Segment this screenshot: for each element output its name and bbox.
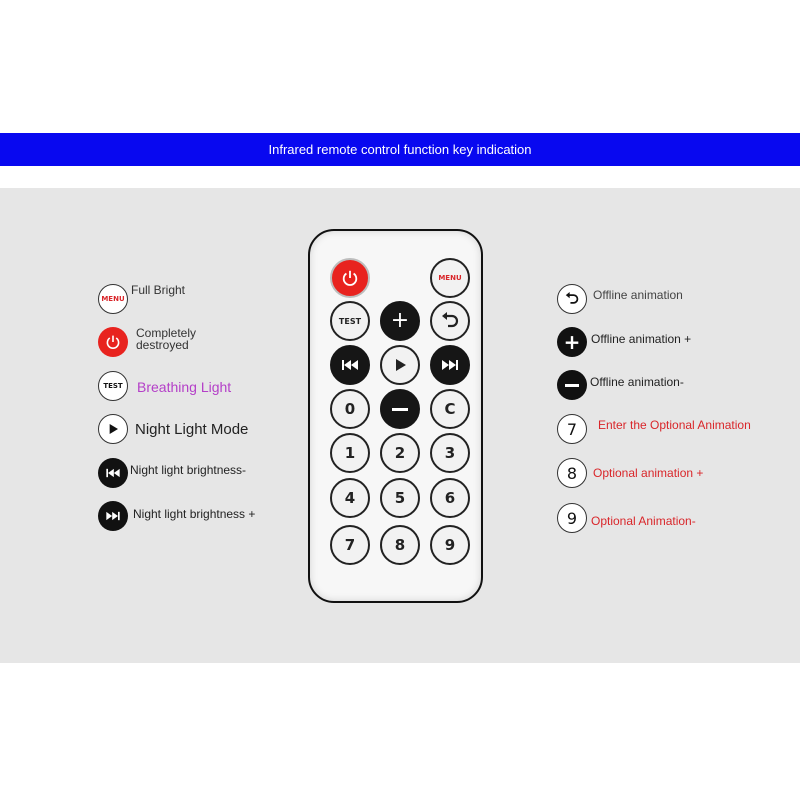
digit-8-button[interactable]: 8 xyxy=(380,525,420,565)
title-banner xyxy=(0,133,800,166)
menu-key-icon: MENU xyxy=(98,284,128,314)
minus-icon xyxy=(565,384,579,387)
play-key-icon xyxy=(98,414,128,444)
digit-2-button[interactable]: 2 xyxy=(380,433,420,473)
legend-offline-animation: Offline animation xyxy=(593,288,683,302)
digit-7-key-icon: 7 xyxy=(557,414,587,444)
digit-3-button[interactable]: 3 xyxy=(430,433,470,473)
legend-full-bright: Full Bright xyxy=(131,283,186,297)
c-button[interactable]: C xyxy=(430,389,470,429)
power-icon xyxy=(341,269,359,287)
legend-night-light-mode: Night Light Mode xyxy=(135,421,249,438)
banner-title: Infrared remote control function key indication xyxy=(268,142,532,157)
back-key-icon xyxy=(557,284,587,314)
next-button[interactable] xyxy=(430,345,470,385)
test-button[interactable]: TEST xyxy=(330,301,370,341)
legend-offline-animation-plus: Offline animation + xyxy=(591,332,692,346)
plus-key-icon xyxy=(557,327,587,357)
minus-icon xyxy=(392,408,408,411)
plus-icon: + xyxy=(390,308,410,333)
fast-forward-key-icon xyxy=(98,501,128,531)
minus-button[interactable] xyxy=(380,389,420,429)
digit-6-button[interactable]: 6 xyxy=(430,478,470,518)
legend-optional-animation-minus: Optional Animation- xyxy=(591,514,696,528)
digit-4-button[interactable]: 4 xyxy=(330,478,370,518)
digit-9-button[interactable]: 9 xyxy=(430,525,470,565)
legend-enter-optional-animation: Enter the Optional Animation xyxy=(598,418,751,432)
legend-offline-animation-minus: Offline animation- xyxy=(590,375,684,389)
power-icon xyxy=(105,334,121,350)
digit-9-key-icon: 9 xyxy=(557,503,587,533)
remote-control xyxy=(308,229,483,603)
legend-brightness-down: Night light brightness- xyxy=(130,463,247,477)
back-button[interactable] xyxy=(430,301,470,341)
digit-0-button[interactable]: 0 xyxy=(330,389,370,429)
test-key-icon: TEST xyxy=(98,371,128,401)
legend-completely-destroyed: Completely destroyed xyxy=(136,326,197,352)
legend-optional-animation-plus: Optional animation + xyxy=(593,466,704,480)
fast-forward-icon xyxy=(106,511,120,521)
minus-key-icon xyxy=(557,370,587,400)
plus-icon: + xyxy=(563,330,581,354)
back-arrow-icon xyxy=(440,312,460,330)
play-icon xyxy=(108,424,118,434)
fast-forward-icon xyxy=(442,359,458,371)
digit-5-button[interactable]: 5 xyxy=(380,478,420,518)
rewind-icon xyxy=(342,359,358,371)
back-arrow-icon xyxy=(564,292,580,306)
digit-8-key-icon: 8 xyxy=(557,458,587,488)
digit-7-button[interactable]: 7 xyxy=(330,525,370,565)
prev-button[interactable] xyxy=(330,345,370,385)
digit-1-button[interactable]: 1 xyxy=(330,433,370,473)
legend-brightness-up: Night light brightness + xyxy=(133,507,256,521)
power-key-icon xyxy=(98,327,128,357)
legend-breathing-light: Breathing Light xyxy=(137,379,232,395)
rewind-key-icon xyxy=(98,458,128,488)
play-icon xyxy=(394,359,406,371)
power-button[interactable] xyxy=(330,258,370,298)
rewind-icon xyxy=(106,468,120,478)
menu-button[interactable]: MENU xyxy=(430,258,470,298)
play-button[interactable] xyxy=(380,345,420,385)
plus-button[interactable] xyxy=(380,301,420,341)
